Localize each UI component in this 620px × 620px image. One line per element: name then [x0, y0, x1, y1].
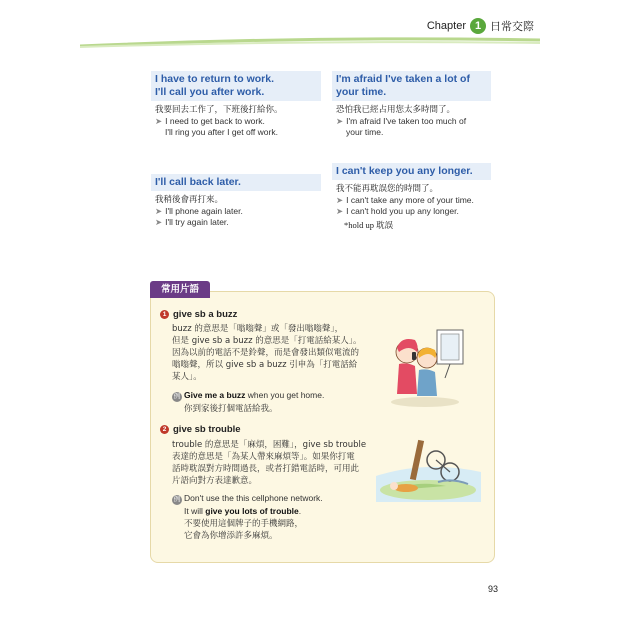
- vocab-explanation: buzz 的意思是「嗡嗡聲」或「發出嗡嗡聲」， 但是 give sb a buzz 的意思是「打電話給某人」。 因為以前的電話不是鈴聲，而是會發出類似電流的 嗡嗡聲，所以 give sb a buzz 引申為「打電話給 某人」。: [172, 324, 362, 382]
- phrase-alternatives: ➤ I need to get back to work. I'll ring you after I get off work.: [155, 116, 278, 137]
- arrow-icon: ➤: [336, 116, 344, 126]
- vocab-example: 例 Give me a buzz when you get home. 你到家後打個電話給我。: [173, 390, 325, 413]
- phrase-alternatives: ➤ I'll phone again later. ➤ I'll try again later.: [155, 206, 243, 227]
- vocab-item-heading: 2 give sb trouble: [160, 424, 241, 435]
- chapter-label: Chapter: [426, 20, 466, 32]
- phrase-note: *hold up 耽誤: [344, 220, 394, 230]
- phrase-chinese: 我稍後會再打來。: [155, 195, 224, 205]
- phrase-title: I'll call back later.: [151, 174, 321, 191]
- phrase-title: I'm afraid I've taken a lot of your time.: [332, 71, 491, 101]
- arrow-icon: ➤: [336, 195, 344, 205]
- number-badge: 1: [160, 310, 169, 319]
- phrase-alternatives: ➤ I'm afraid I've taken too much of your time.: [336, 116, 467, 137]
- phrase-chinese: 我要回去工作了，下班後打給你。: [155, 105, 283, 115]
- bicycle-accident-illustration: [376, 432, 481, 502]
- arrow-icon: ➤: [155, 206, 163, 216]
- vocab-item-heading: 1 give sb a buzz: [160, 309, 237, 320]
- arrow-icon: ➤: [336, 206, 344, 216]
- arrow-icon: ➤: [155, 217, 163, 227]
- phrase-title: I have to return to work. I'll call you after work.: [151, 71, 321, 101]
- phrase-chinese: 恐怕我已經占用您太多時間了。: [336, 105, 456, 115]
- chapter-number-badge: 1: [470, 18, 486, 34]
- phone-call-illustration: [385, 322, 475, 408]
- vocab-tab: 常用片語: [150, 281, 210, 298]
- phrase-chinese: 我不能再耽誤您的時間了。: [336, 184, 439, 194]
- vocab-example: 例 Don't use the this cellphone network. It will give you lots of trouble. 不要使用這個牌子的手機網路， 它會為你增添許多麻煩。: [173, 493, 323, 540]
- number-badge: 2: [160, 425, 169, 434]
- arrow-icon: ➤: [155, 116, 163, 126]
- example-badge: 例: [173, 393, 181, 400]
- phrase-title: I can't keep you any longer.: [332, 163, 491, 180]
- chapter-title: 日常交際: [490, 21, 534, 33]
- example-badge: 例: [173, 496, 181, 503]
- phrase-alternatives: ➤ I can't take any more of your time. ➤ I can't hold you up any longer.: [336, 195, 474, 216]
- vocab-explanation: trouble 的意思是「麻煩，困難」，give sb trouble 表達的意思是「為某人帶來麻煩等」。如果你打電 話時耽誤對方時間過長，或者打錯電話時，可用此 片語向對方表達歉意。: [172, 440, 367, 486]
- chapter-heading: [427, 18, 534, 34]
- page-number: 93: [487, 584, 498, 594]
- header-decoration: [80, 34, 540, 48]
